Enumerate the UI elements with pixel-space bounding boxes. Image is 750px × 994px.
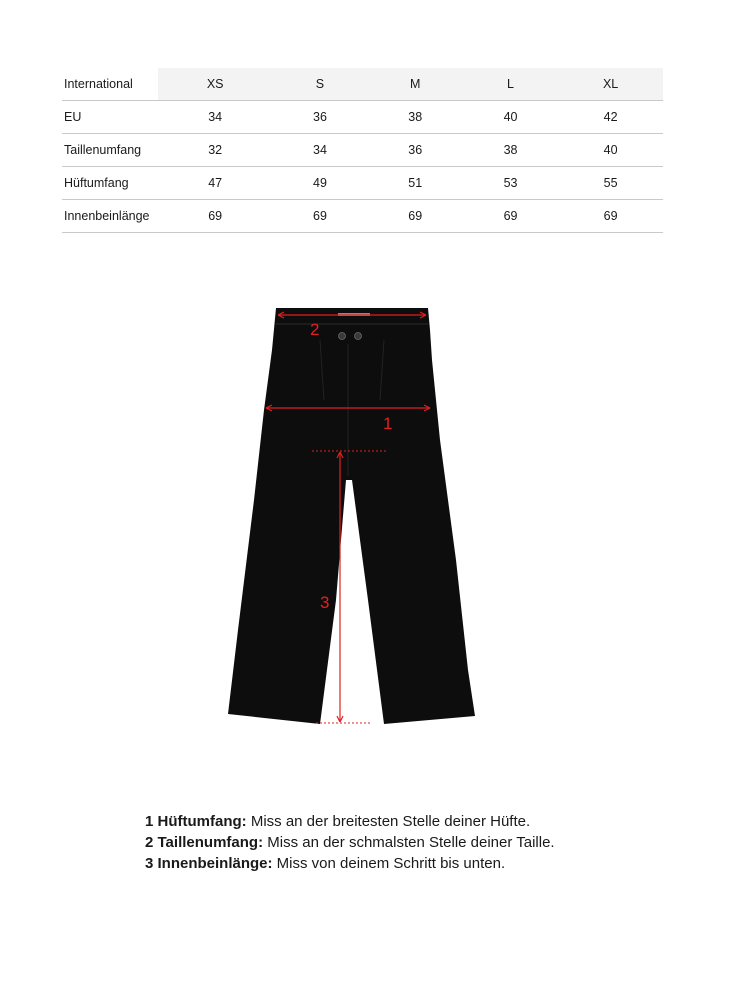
table-cell: 49 — [272, 167, 367, 200]
legend-text: Miss an der schmalsten Stelle deiner Taille. — [263, 834, 555, 851]
pants-measurement-diagram — [220, 300, 490, 740]
button-icon — [339, 333, 346, 340]
size-table — [62, 68, 663, 233]
table-cell: 69 — [463, 200, 558, 233]
row-label: EU — [62, 101, 158, 134]
table-cell: 69 — [368, 200, 463, 233]
legend-term: 3 Innenbeinlänge: — [145, 855, 273, 872]
legend-item-hip — [145, 811, 555, 832]
table-row-eu — [62, 101, 663, 134]
table-cell: 40 — [463, 101, 558, 134]
table-cell: 38 — [463, 134, 558, 167]
size-header-l: L — [463, 68, 558, 101]
table-cell: 42 — [558, 101, 663, 134]
table-cell: 40 — [558, 134, 663, 167]
table-row-taillenumfang — [62, 134, 663, 167]
table-header-row — [62, 68, 663, 101]
legend-term: 2 Taillenumfang: — [145, 834, 264, 851]
row-label: Hüftumfang — [62, 167, 158, 200]
row-label: Taillenumfang — [62, 134, 158, 167]
table-cell: 69 — [272, 200, 367, 233]
table-cell: 47 — [158, 167, 272, 200]
size-header-xs: XS — [158, 68, 272, 101]
measurement-legend — [145, 811, 555, 874]
marker-1-label: 1 — [383, 414, 393, 433]
table-cell: 55 — [558, 167, 663, 200]
pants-illustration — [228, 308, 475, 724]
table-cell: 53 — [463, 167, 558, 200]
size-header-m: M — [368, 68, 463, 101]
table-row-hueftumfang — [62, 167, 663, 200]
size-header-xl: XL — [558, 68, 663, 101]
table-cell: 36 — [368, 134, 463, 167]
table-cell: 51 — [368, 167, 463, 200]
legend-text: Miss an der breitesten Stelle deiner Hüfte. — [246, 813, 531, 830]
table-cell: 32 — [158, 134, 272, 167]
size-header-s: S — [272, 68, 367, 101]
table-row-innenbeinlaenge — [62, 200, 663, 233]
marker-2-label: 2 — [310, 320, 320, 339]
table-cell: 69 — [158, 200, 272, 233]
table-cell: 34 — [158, 101, 272, 134]
legend-term: 1 Hüftumfang: — [145, 813, 247, 830]
legend-text: Miss von deinem Schritt bis unten. — [272, 855, 506, 872]
pants-svg — [220, 300, 490, 740]
legend-item-waist — [145, 832, 555, 853]
button-icon — [355, 333, 362, 340]
table-cell: 69 — [558, 200, 663, 233]
row-label: Innenbeinlänge — [62, 200, 158, 233]
legend-item-inseam — [145, 853, 555, 874]
table-cell: 34 — [272, 134, 367, 167]
table-cell: 38 — [368, 101, 463, 134]
table-cell: 36 — [272, 101, 367, 134]
table-header-label: International — [62, 68, 158, 101]
marker-3-label: 3 — [320, 593, 330, 612]
